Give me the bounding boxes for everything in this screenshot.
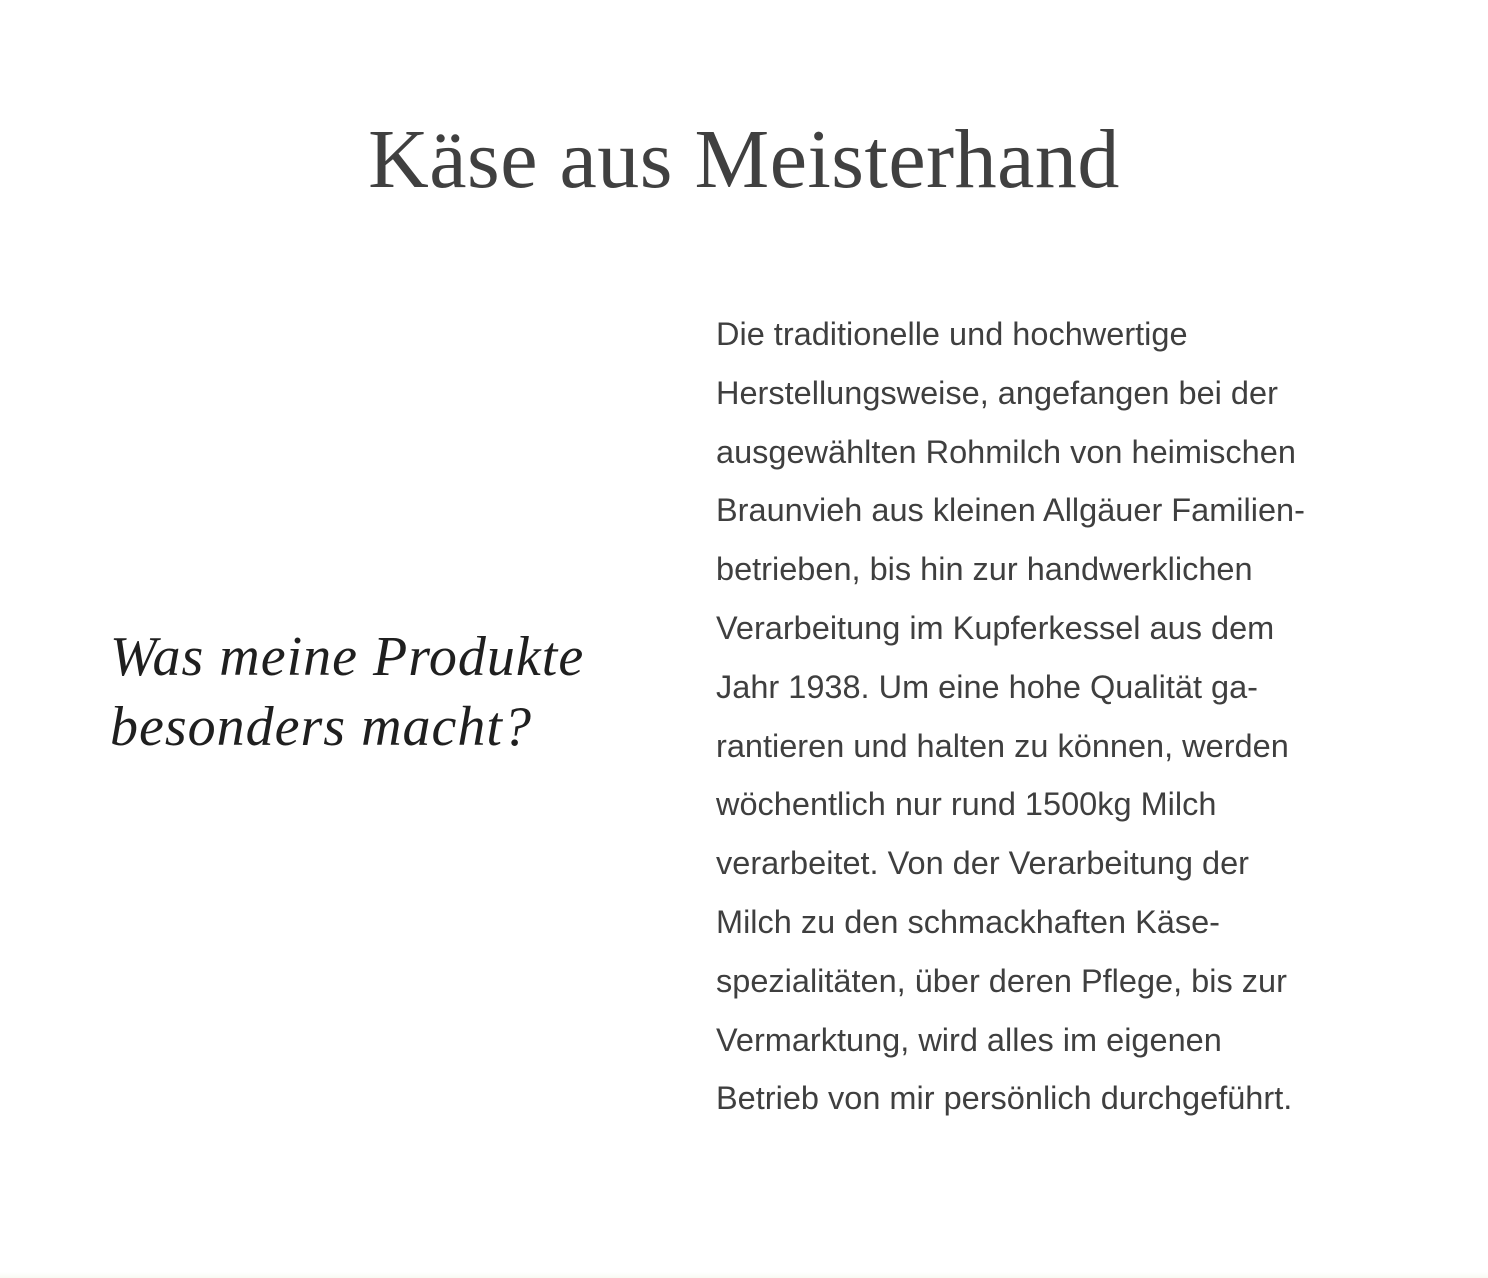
paragraph-line: Vermarktung, wird alles im eigenen — [716, 1021, 1222, 1058]
paragraph-line: Jahr 1938. Um eine hohe Qualität ga- — [716, 668, 1258, 705]
bottom-edge-divider — [0, 1272, 1488, 1278]
paragraph-line: rantieren und halten zu können, werden — [716, 727, 1289, 764]
paragraph-line: Milch zu den schmackhaften Käse- — [716, 903, 1220, 940]
paragraph-line: Herstellungsweise, angefangen bei der — [716, 374, 1278, 411]
subheading-line: besonders macht? — [110, 696, 532, 758]
paragraph-line: Betrieb von mir persönlich durchgeführt. — [716, 1080, 1293, 1117]
paragraph-line: betrieben, bis hin zur handwerklichen — [716, 551, 1253, 588]
page-title: Käse aus Meisterhand — [368, 113, 1120, 206]
subheading-line: Was meine Produkte — [110, 626, 585, 688]
paragraph-line: verarbeitet. Von der Verarbeitung der — [716, 845, 1249, 882]
paragraph-line: Verarbeitung im Kupferkessel aus dem — [716, 609, 1275, 646]
paragraph-line: wöchentlich nur rund 1500kg Milch — [716, 786, 1217, 823]
paragraph-line: Die traditionelle und hochwertige — [716, 316, 1188, 352]
paragraph-line: Braunvieh aus kleinen Allgäuer Familien- — [716, 492, 1305, 529]
section-subheading — [110, 622, 670, 762]
description-paragraph — [716, 305, 1376, 1128]
paragraph-line: ausgewählten Rohmilch von heimischen — [716, 433, 1296, 470]
paragraph-line: spezialitäten, über deren Pflege, bis zur — [716, 962, 1287, 999]
